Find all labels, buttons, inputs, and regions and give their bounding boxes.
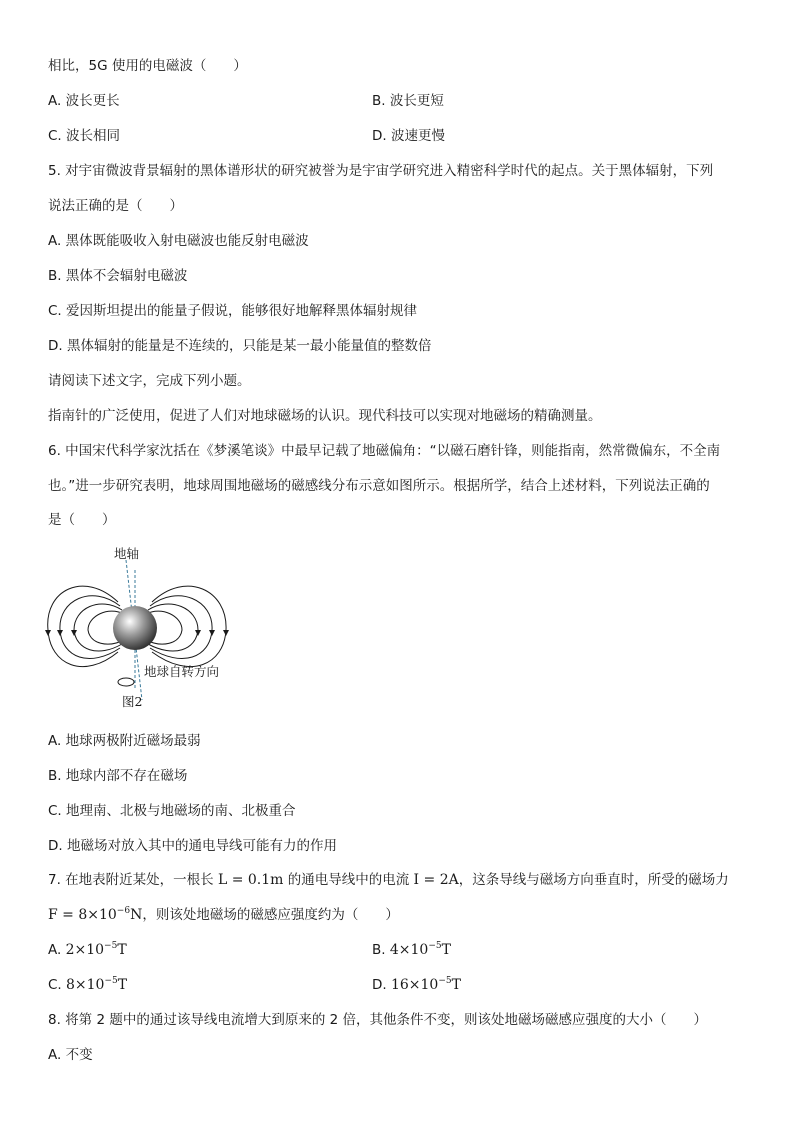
q7-force-unit: N (130, 907, 143, 923)
axis-label: 地轴 (114, 546, 140, 561)
q5-option-c: C. 爱因斯坦提出的能量子假说，能够很好地解释黑体辐射规律 (48, 303, 418, 319)
rotation-label: 地球自转方向 (144, 664, 220, 679)
q7-option-c-value: 8×10 (66, 977, 105, 993)
q7-option-a (48, 941, 127, 961)
question-6-stem-line2: 也。”进一步研究表明，地球周围地磁场的磁感线分布示意如图所示。根据所学，结合上述材料，下列说法正确的 (48, 478, 710, 494)
q7-option-c-label: C. (48, 977, 67, 993)
q7-option-b-value: 4×10 (389, 942, 429, 958)
question-7-stem-line1 (48, 871, 729, 889)
q4-option-a: A. 波长更长 (48, 93, 120, 109)
question-6-stem-line1: 6. 中国宋代科学家沈括在《梦溪笔谈》中最早记载了地磁偏角：“以磁石磨针锋，则能指南，然常微偏东，不全南 (48, 443, 721, 459)
reading-instruction: 请阅读下述文字，完成下列小题。 (48, 373, 251, 389)
rotation-ellipse (118, 678, 134, 686)
q4-option-c: C. 波长相同 (48, 128, 121, 144)
q7-option-b-unit: T (441, 942, 451, 958)
q4-option-d: D. 波速更慢 (372, 128, 445, 144)
figure-caption: 图2 (122, 694, 143, 709)
q4-option-b: B. 波长更短 (372, 93, 444, 109)
geomagnetic-field-figure (44, 540, 234, 720)
q7-current: I = 2A (413, 872, 459, 888)
q7-option-a-exponent: −5 (104, 941, 118, 951)
q6-option-a: A. 地球两极附近磁场最弱 (48, 733, 201, 749)
q7-option-c-unit: T (117, 977, 128, 993)
q7-option-c-exponent: −5 (104, 976, 118, 986)
q5-option-d: D. 黑体辐射的能量是不连续的，只能是某一最小能量值的整数倍 (48, 338, 432, 354)
q7-option-a-value: 2×10 (65, 942, 105, 958)
question-7-stem-line2 (48, 906, 399, 926)
question-5-stem-line1: 5. 对宇宙微波背景辐射的黑体谱形状的研究被誉为是宇宙学研究进入精密科学时代的起点。关于黑体辐射，下列 (48, 163, 714, 179)
q6-option-d: D. 地磁场对放入其中的通电导线可能有力的作用 (48, 838, 337, 854)
q7-option-a-label: A. (48, 942, 66, 958)
q7-text-pre: 7. 在地表附近某处，一根长 (48, 872, 218, 888)
q7-length: L = 0.1m (217, 872, 284, 888)
q8-option-a: A. 不变 (48, 1047, 93, 1063)
q7-force-exponent: −6 (116, 906, 131, 916)
q7-text-end: ，则该处地磁场的磁感应强度约为（ ） (142, 907, 399, 923)
q7-option-a-unit: T (117, 942, 127, 958)
q5-option-a: A. 黑体既能吸收入射电磁波也能反射电磁波 (48, 233, 309, 249)
q7-option-d (372, 976, 461, 996)
q7-option-b (372, 941, 451, 961)
q7-text-post: ，这条导线与磁场方向垂直时，所受的磁场力 (458, 872, 729, 888)
q6-option-b: B. 地球内部不存在磁场 (48, 768, 188, 784)
q6-option-c: C. 地理南、北极与地磁场的南、北极重合 (48, 803, 296, 819)
q7-text-mid: 的通电导线中的电流 (283, 872, 414, 888)
q7-option-b-exponent: −5 (428, 941, 442, 951)
question-6-stem-line3: 是（ ） (48, 512, 116, 528)
question-8-stem: 8. 将第 2 题中的通过该导线电流增大到原来的 2 倍，其他条件不变，则该处地磁场磁感应强度的大小（ ） (48, 1012, 708, 1028)
q7-option-d-value: 16×10 (390, 977, 439, 993)
earth-sphere (113, 606, 157, 650)
reading-passage: 指南针的广泛使用，促进了人们对地球磁场的认识。现代科技可以实现对地磁场的精确测量。 (48, 408, 602, 424)
q7-option-c (48, 976, 127, 996)
q7-option-d-unit: T (451, 977, 461, 993)
q7-force: F = 8×10 (48, 907, 117, 923)
q7-option-d-exponent: −5 (438, 976, 452, 986)
q7-option-d-label: D. (372, 977, 391, 993)
q7-option-b-label: B. (372, 942, 390, 958)
q5-option-b: B. 黑体不会辐射电磁波 (48, 268, 188, 284)
question-5-stem-line2: 说法正确的是（ ） (48, 198, 183, 214)
question-4-stem-end: 相比，5G 使用的电磁波（ ） (48, 58, 247, 74)
